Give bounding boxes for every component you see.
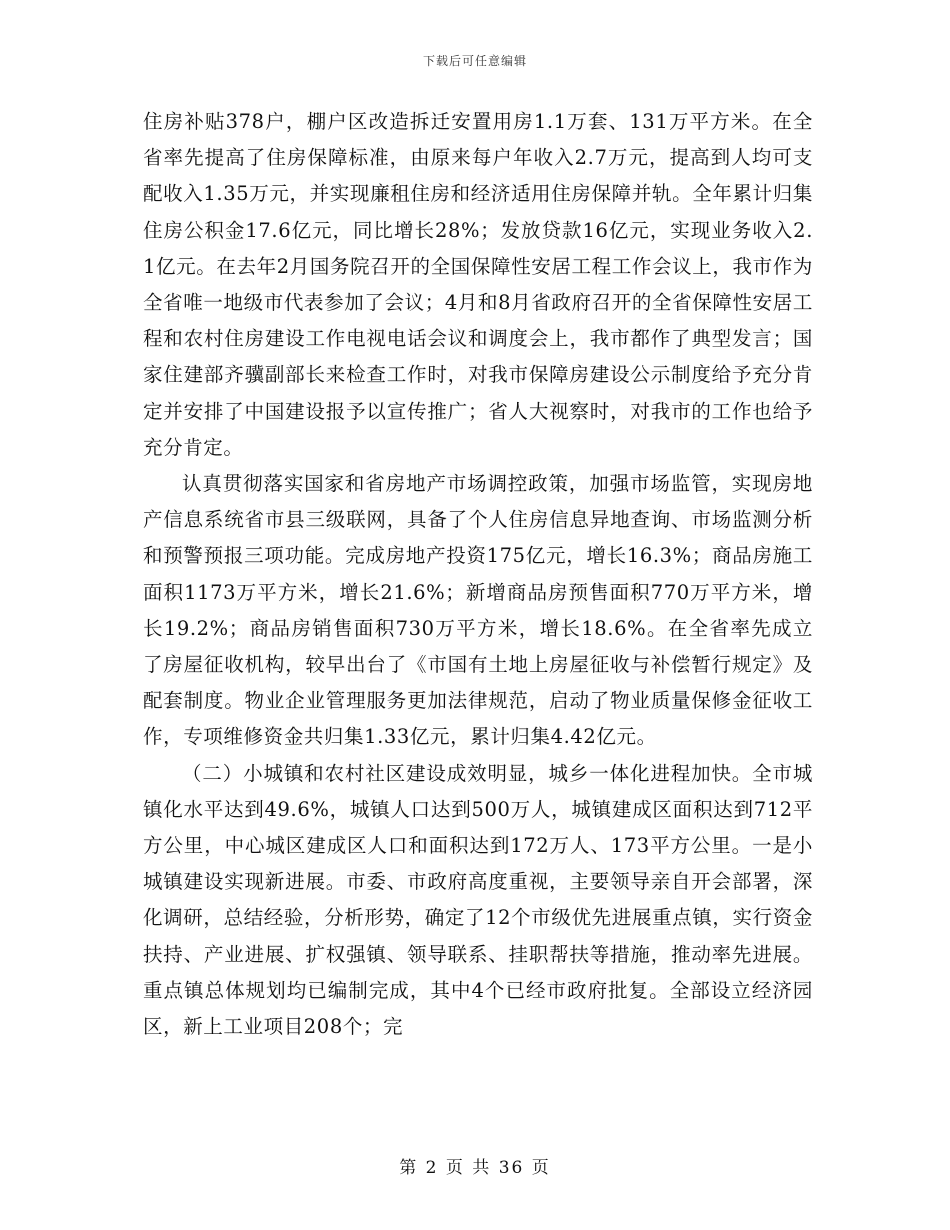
page-number: 第 2 页 共 36 页 — [399, 1158, 551, 1178]
document-body — [143, 104, 813, 1045]
page-header: 下载后可任意编辑 — [422, 54, 527, 68]
paragraph-real-estate-market: 认真贯彻落实国家和省房地产市场调控政策，加强市场监管，实现房地产信息系统省市县三级联网，具备了个人住房信息异地查询、市场监测分析和预警预报三项功能。完成房地产投资175亿元，增长16.3%；商品房施工面积1173万平方米，增长21.6%；新增商品房预售面积770万平方米，增长19.2%；商品房销售面积730万平方米，增长18.6%。在全省率先成立了房屋征收机构，较早出台了《市国有土地上房屋征收与补偿暂行规定》及配套制度。物业企业管理服务更加法律规范，启动了物业质量保修金征收工作，专项维修资金共归集1.33亿元，累计归集4.42亿元。 — [143, 472, 813, 749]
paragraph-small-towns: （二）小城镇和农村社区建设成效明显，城乡一体化进程加快。全市城镇化水平达到49.6%，城镇人口达到500万人，城镇建成区面积达到712平方公里，中心城区建成区人口和面积达到172万人、173平方公里。一是小城镇建设实现新进展。市委、市政府高度重视，主要领导亲自开会部署，深化调研，总结经验，分析形势，确定了12个市级优先进展重点镇，实行资金扶持、产业进展、扩权强镇、领导联系、挂职帮扶等措施，推动率先进展。重点镇总体规划均已编制完成，其中4个已经市政府批复。全部设立经济园区，新上工业项目208个；完 — [143, 761, 813, 1039]
paragraph-housing-security: 住房补贴378户，棚户区改造拆迁安置用房1.1万套、131万平方米。在全省率先提高了住房保障标准，由原来每户年收入2.7万元，提高到人均可支配收入1.35万元，并实现廉租住房和经济适用住房保障并轨。全年累计归集住房公积金17.6亿元，同比增长28%；发放贷款16亿元，实现业务收入2.1亿元。在去年2月国务院召开的全国保障性安居工程工作会议上，我市作为全省唯一地级市代表参加了会议；4月和8月省政府召开的全省保障性安居工程和农村住房建设工作电视电话会议和调度会上，我市都作了典型发言；国家住建部齐骥副部长来检查工作时，对我市保障房建设公示制度给予充分肯定并安排了中国建设报予以宣传推广；省人大视察时，对我市的工作也给予充分肯定。 — [143, 110, 813, 459]
